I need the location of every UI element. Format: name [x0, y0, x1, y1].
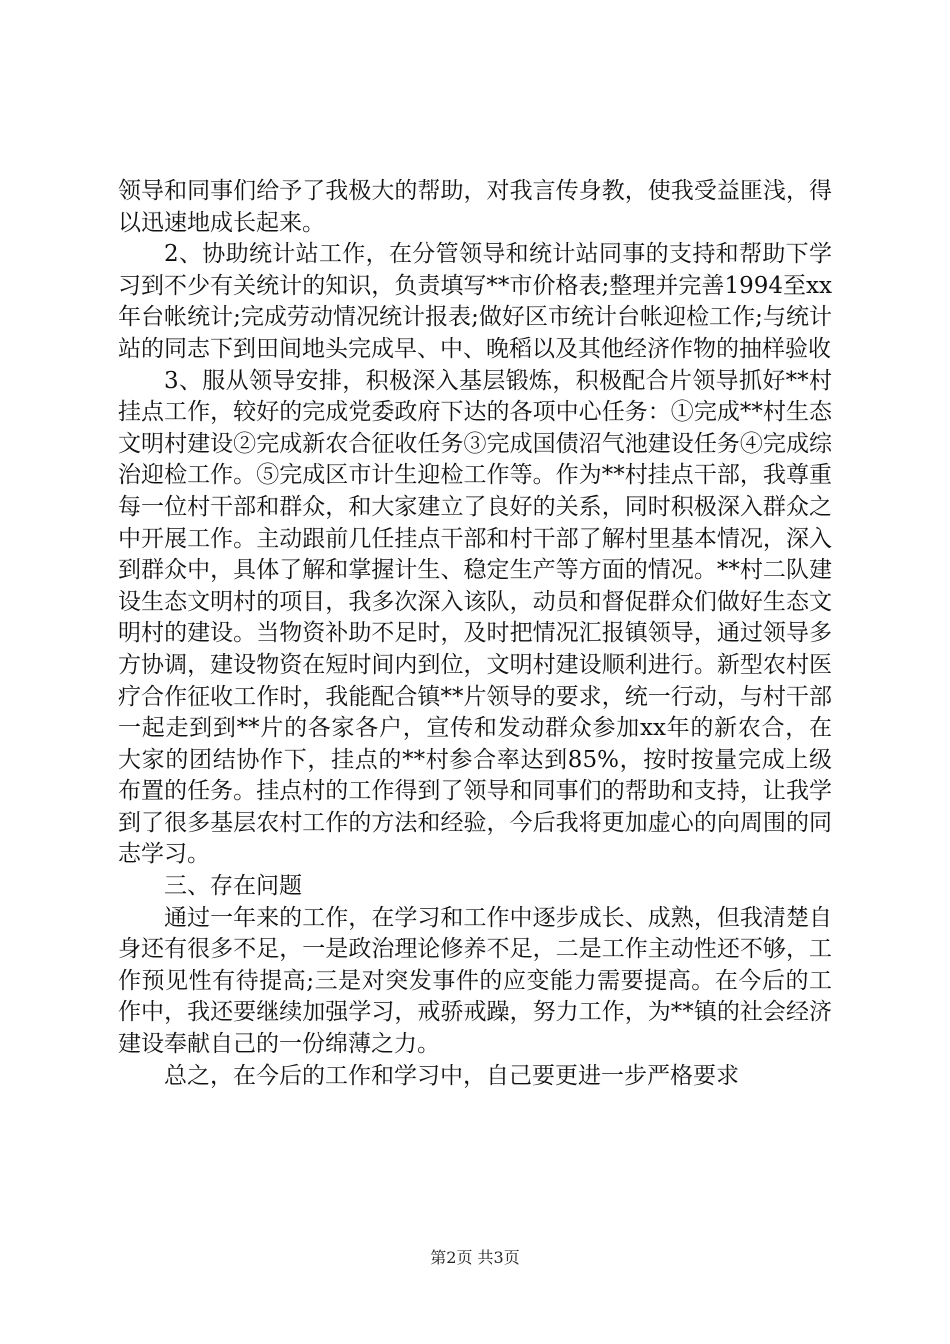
paragraph-statistics-work: 2、协助统计站工作，在分管领导和统计站同事的支持和帮助下学习到不少有关统计的知识，负责填写**市价格表;整理并完善1994至xx年台帐统计;完成劳动情况统计报表;做好区市统计台帐迎检工作;与统计站的同志下到田间地头完成早、中、晚稻以及其他经济作物的抽样验收 [118, 241, 832, 362]
paragraph-village-work: 3、服从领导安排，积极深入基层锻炼，积极配合片领导抓好**村挂点工作，较好的完成党委政府下达的各项中心任务：①完成**村生态文明村建设②完成新农合征收任务③完成国债沼气池建设任务④完成综治迎检工作。⑤完成区市计生迎检工作等。作为**村挂点干部，我尊重每一位村干部和群众，和大家建立了良好的关系，同时积极深入群众之中开展工作。主动跟前几任挂点干部和村干部了解村里基本情况，深入到群众中，具体了解和掌握计生、稳定生产等方面的情况。**村二队建设生态文明村的项目，我多次深入该队，动员和督促群众们做好生态文明村的建设。当物资补助不足时，及时把情况汇报镇领导，通过领导多方协调，建设物资在短时间内到位，文明村建设顺利进行。新型农村医疗合作征收工作时，我能配合镇**片领导的要求，统一行动，与村干部一起走到到**片的各家各户，宣传和发动群众参加xx年的新农合，在大家的团结协作下，挂点的**村参合率达到85%，按时按量完成上级布置的任务。挂点村的工作得到了领导和同事们的帮助和支持，让我学到了很多基层农村工作的方法和经验，今后我将更加虚心的向周围的同志学习。 [118, 367, 832, 868]
paragraph-conclusion: 总之，在今后的工作和学习中，自己要更进一步严格要求 [164, 1062, 739, 1089]
paragraph-continuation: 领导和同事们给予了我极大的帮助，对我言传身教，使我受益匪浅，得以迅速地成长起来。 [118, 178, 832, 236]
paragraph-problems: 通过一年来的工作，在学习和工作中逐步成长、成熟，但我清楚自身还有很多不足，一是政治理论修养不足，二是工作主动性还不够，工作预见性有待提高;三是对突发事件的应变能力需要提高。在今后的工作中，我还要继续加强学习，戒骄戒躁，努力工作，为**镇的社会经济建设奉献自己的一份绵薄之力。 [118, 904, 832, 1058]
document-body [118, 176, 832, 1092]
section-heading-problems: 三、存在问题 [164, 873, 302, 900]
page-number-footer: 第2页 共3页 [430, 1248, 520, 1267]
